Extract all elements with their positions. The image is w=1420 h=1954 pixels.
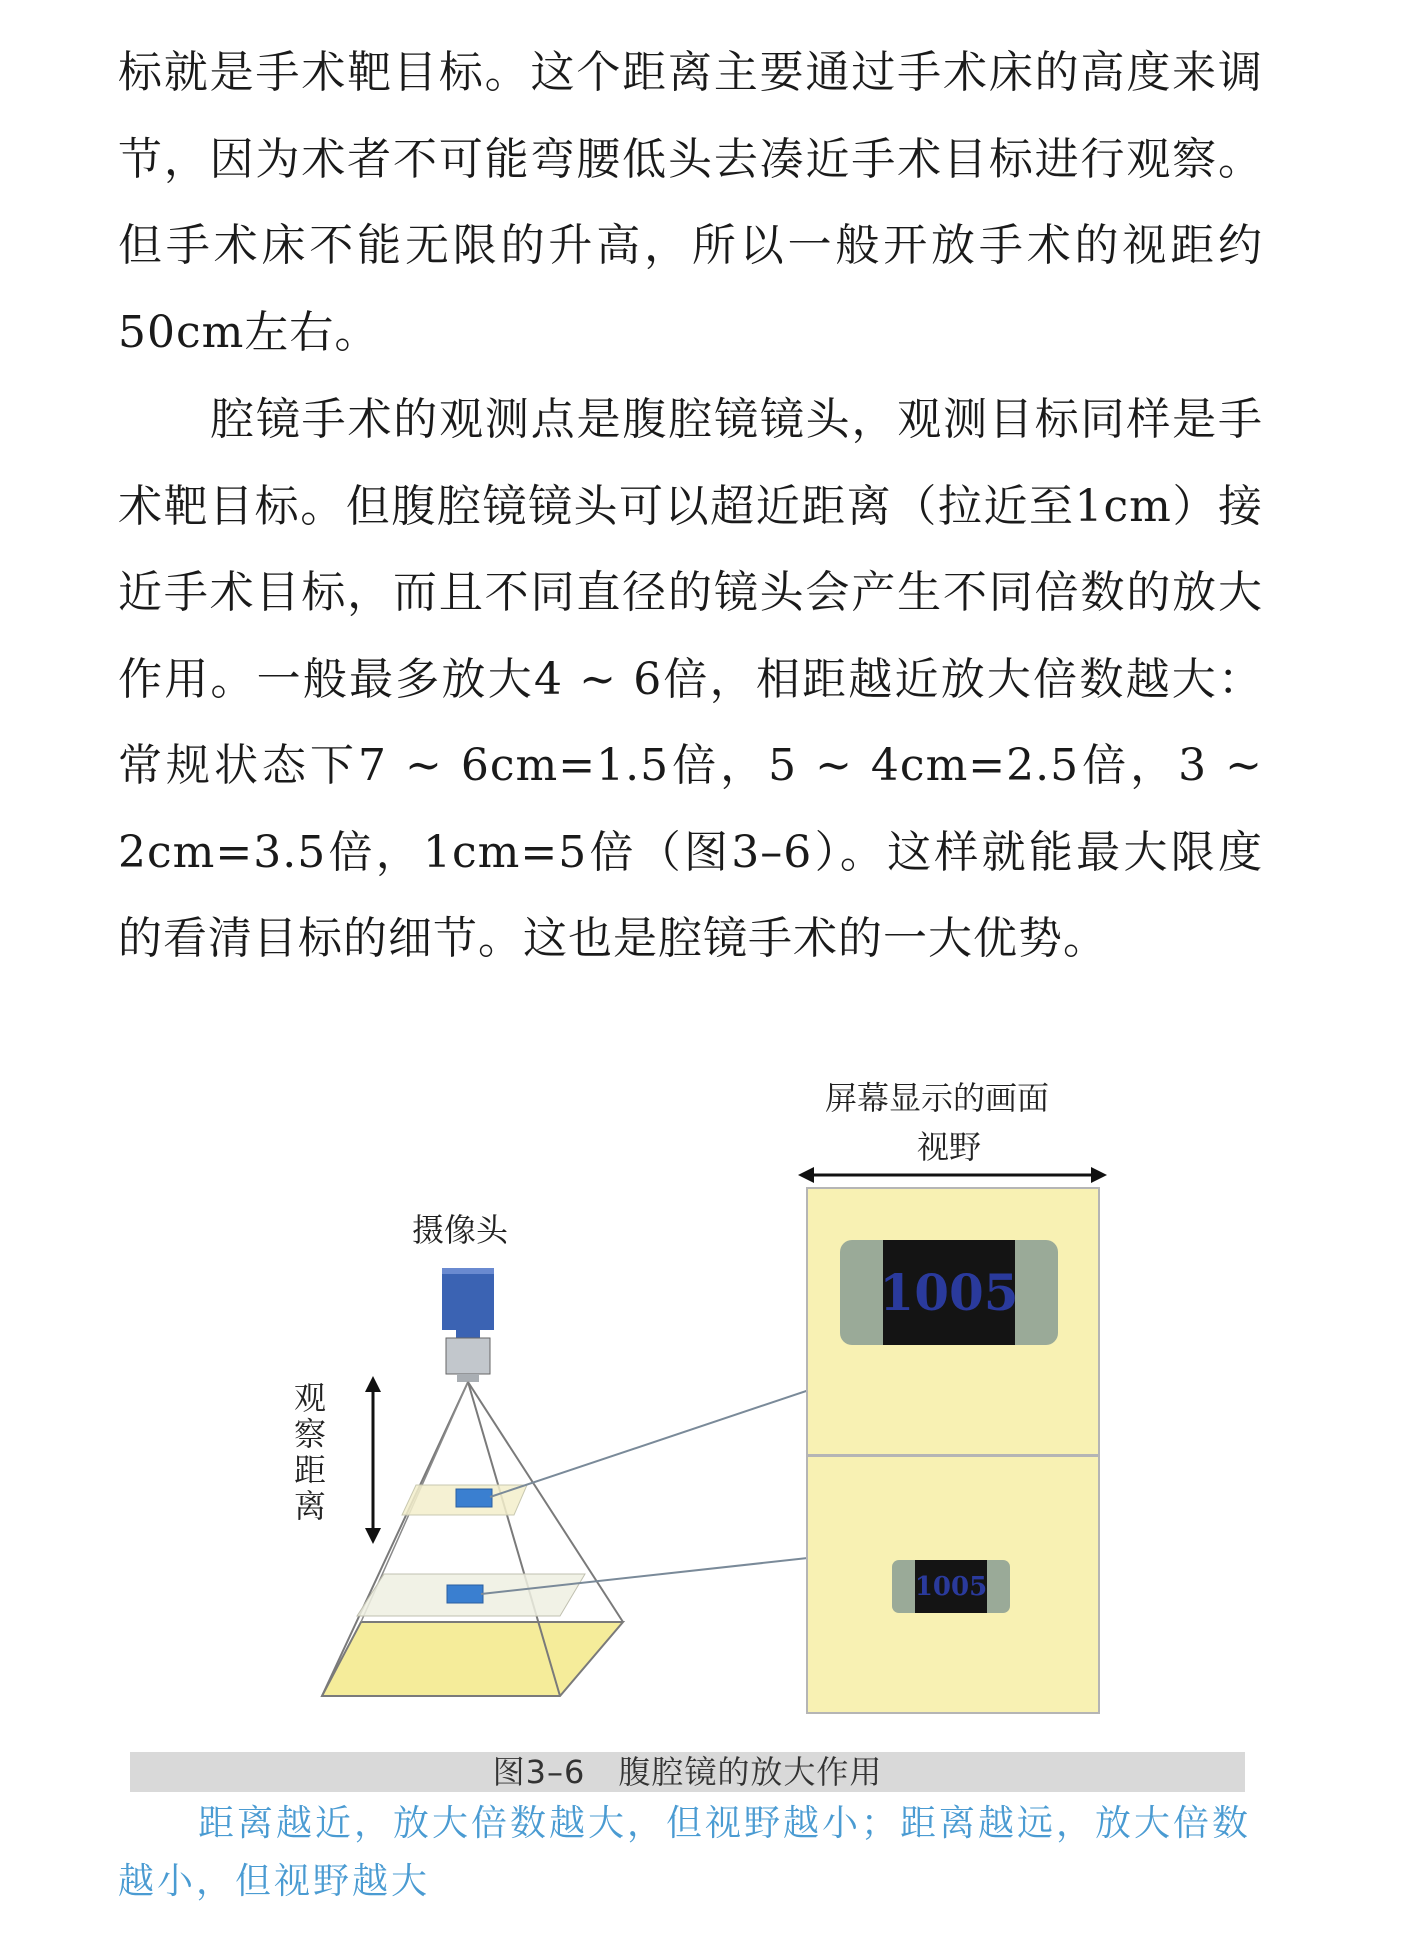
- paragraph-2-text: 腔镜手术的观测点是腹腔镜镜头，观测目标同样是手术靶目标。但腹腔镜镜头可以超近距离（拉近至1cm）接近手术目标，而且不同直径的镜头会产生不同倍数的放大作用。一般最多放大4 ~ 6倍，相距越近放大倍数越大：常规状态下7 ~ 6cm=1.5倍，5 ~ 4cm=2.5倍，3 ~ 2cm=3.5倍，1cm=5倍（图3–6）。这样就能最大限度的看清目标的细节。这也是腔镜手术的一大优势。: [118, 394, 1263, 964]
- far-target-marker: [447, 1585, 483, 1603]
- figure-note: [118, 1795, 1263, 1911]
- view-pyramid: [322, 1382, 623, 1696]
- laparoscope-magnification-figure: [0, 1060, 1420, 1750]
- distance-arrow: [365, 1376, 381, 1544]
- chip-text-near: 1005: [879, 1263, 1019, 1322]
- distance-label: 观察距离: [294, 1379, 327, 1525]
- screen-far: [807, 1456, 1099, 1713]
- screen-view-label-line1: 屏幕显示的画面: [825, 1079, 1050, 1117]
- near-target-marker: [456, 1489, 492, 1507]
- paragraph-1-text: 标就是手术靶目标。这个距离主要通过手术床的高度来调节，因为术者不可能弯腰低头去凑近手术目标进行观察。但手术床不能无限的升高，所以一般开放手术的视距约50cm左右。: [118, 47, 1263, 358]
- screen-width-arrow: [798, 1167, 1107, 1183]
- paragraph-2: [118, 377, 1263, 983]
- camera-label: 摄像头: [412, 1211, 509, 1249]
- paragraph-1: [118, 30, 1263, 376]
- camera-icon: [442, 1268, 494, 1382]
- chip-text-far: 1005: [914, 1572, 988, 1602]
- screen-view-label-line2: 视野: [917, 1128, 982, 1166]
- screen-near: [807, 1188, 1099, 1455]
- figure-caption: 图3–6 腹腔镜的放大作用: [492, 1753, 883, 1791]
- figure-note-text: 距离越近，放大倍数越大，但视野越小；距离越远，放大倍数越小，但视野越大: [118, 1803, 1252, 1902]
- figure-caption-bar: [130, 1752, 1245, 1792]
